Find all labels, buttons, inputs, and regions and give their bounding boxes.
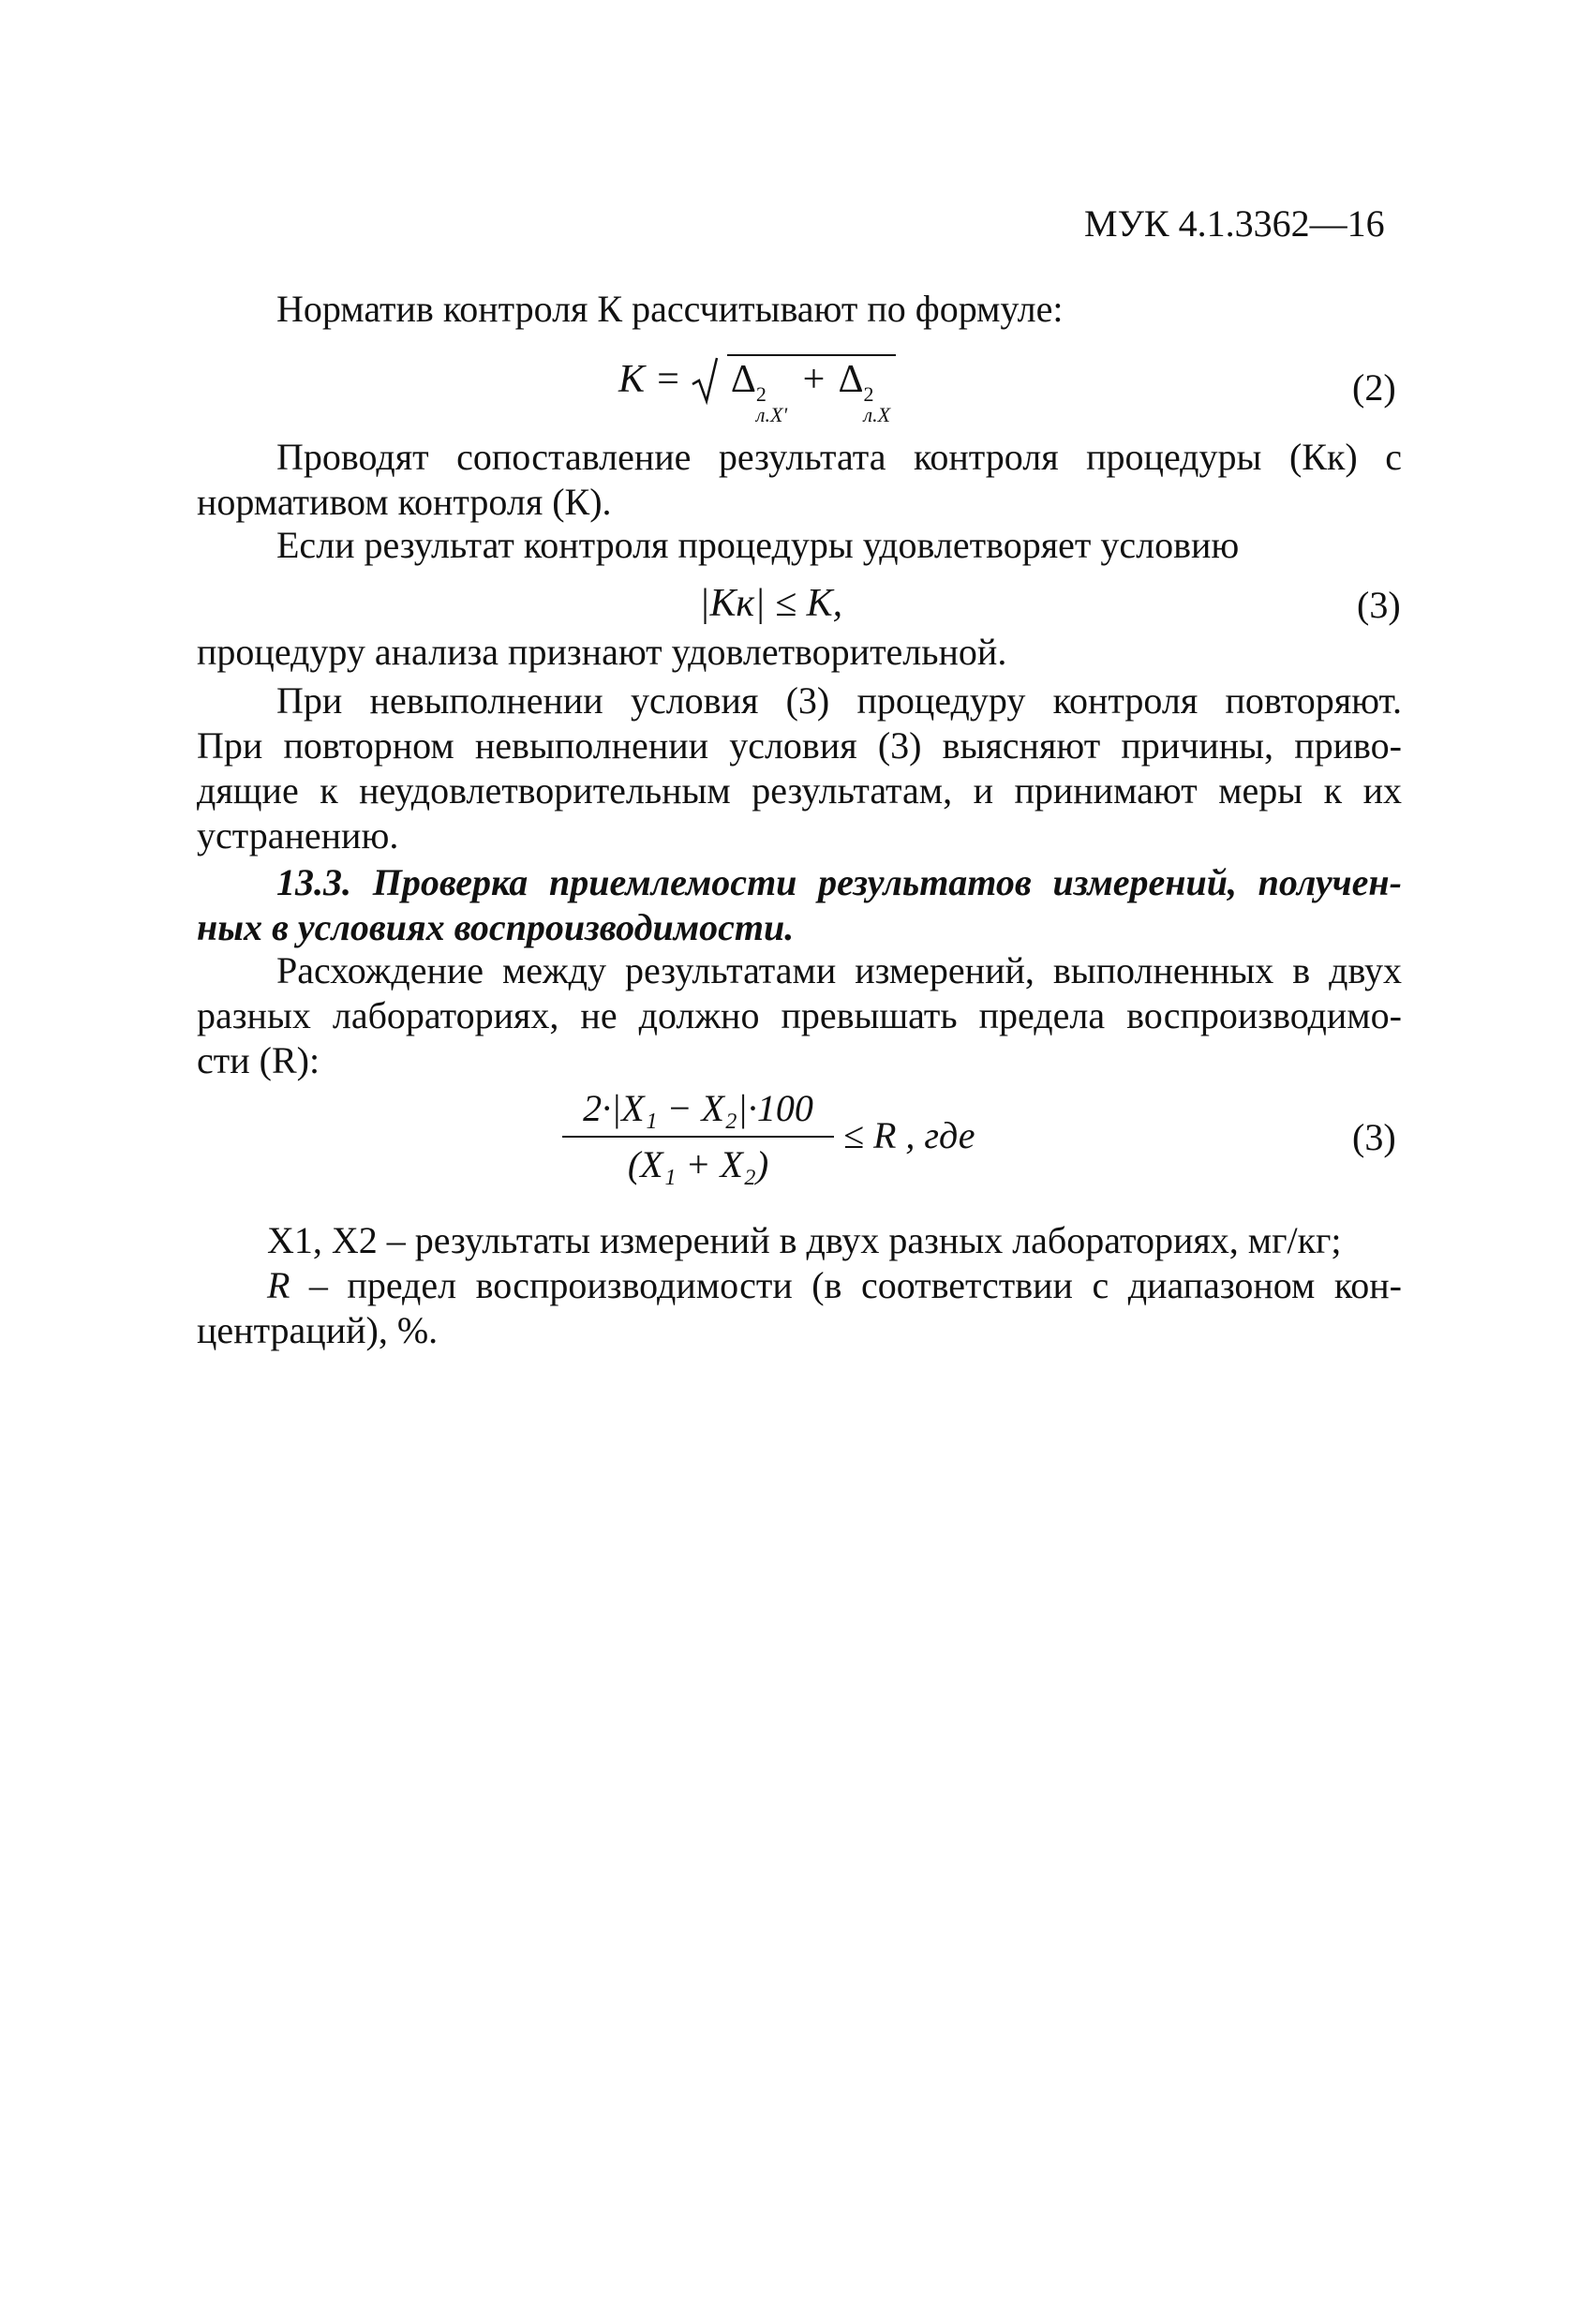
word: приемлемости xyxy=(548,861,797,903)
equation-3a-number: (3) xyxy=(1357,584,1401,626)
equation-2 xyxy=(618,356,896,425)
word: измерений, xyxy=(1052,861,1237,903)
word: результатам, xyxy=(752,769,953,812)
paragraph-condition: Если результат контроля процедуры удовлетворяет условию xyxy=(276,524,1240,566)
word: невыполнении xyxy=(369,679,603,722)
equation-3a: |Кк| ≤ К, xyxy=(699,582,843,625)
word: предела xyxy=(978,994,1106,1036)
word: с xyxy=(1385,436,1402,478)
word: результата xyxy=(718,436,886,478)
word: меры xyxy=(1218,769,1303,812)
word: выясняют xyxy=(942,724,1101,767)
word: повторяют. xyxy=(1225,679,1402,722)
word: условия xyxy=(630,679,759,722)
fraction-bar xyxy=(562,1136,834,1138)
word: разных xyxy=(197,994,311,1036)
word: между xyxy=(501,949,607,991)
paragraph-discrepancy-line1 xyxy=(276,948,1402,993)
word: не xyxy=(580,994,618,1036)
word: кон- xyxy=(1333,1264,1402,1306)
paragraph-compare-line1 xyxy=(276,435,1402,480)
word: результатами xyxy=(624,949,837,991)
section-heading-13-3-line2: ных в условиях воспроизводимости. xyxy=(197,906,795,948)
paragraph-discrepancy-line2 xyxy=(197,993,1402,1038)
eq2-sup1: 2 xyxy=(755,382,767,406)
word: невыполнении xyxy=(474,724,709,767)
eq2-sup2: 2 xyxy=(863,382,874,406)
word: принимают xyxy=(1014,769,1198,812)
word: приво- xyxy=(1294,724,1402,767)
word: (3) xyxy=(877,724,922,767)
eq2-term2: Δ xyxy=(838,358,864,401)
word: лабораториях, xyxy=(332,994,559,1036)
equation-3b-number: (3) xyxy=(1352,1116,1396,1158)
word: соответствии xyxy=(860,1264,1073,1306)
word: повторном xyxy=(283,724,454,767)
word: к xyxy=(320,769,338,812)
definition-x1-x2: X1, X2 – результаты измерений в двух разных лабораториях, мг/кг; xyxy=(267,1219,1342,1261)
word: двух xyxy=(1329,949,1402,991)
word: диапазоном xyxy=(1127,1264,1316,1306)
word: выполненных xyxy=(1052,949,1274,991)
word: Проверка xyxy=(372,861,529,903)
word: При xyxy=(276,679,343,722)
word: (3) xyxy=(785,679,830,722)
word: R xyxy=(267,1264,290,1306)
word: предел xyxy=(347,1264,457,1306)
equation-2-number: (2) xyxy=(1352,366,1396,409)
word: 13.3. xyxy=(276,861,351,903)
word: причины, xyxy=(1121,724,1274,767)
word: сопоставление xyxy=(456,436,692,478)
doc-code-header: МУК 4.1.3362—16 xyxy=(1084,202,1385,245)
word: Расхождение xyxy=(276,949,484,991)
eq2-sub2: л.X xyxy=(863,403,891,426)
word: (Кк) xyxy=(1288,436,1358,478)
word: контроля xyxy=(1052,679,1198,722)
word: и xyxy=(973,769,993,812)
paragraph-norm-formula: Норматив контроля К рассчитывают по формуле: xyxy=(276,288,1064,330)
word: в xyxy=(1292,949,1311,991)
word: их xyxy=(1362,769,1402,812)
eq3b-denominator: (X₁ + X₂) xyxy=(627,1143,769,1185)
eq3b-rhs: ≤ R , где xyxy=(843,1114,975,1156)
paragraph-repeat-line2 xyxy=(197,723,1402,768)
word: процедуры xyxy=(1086,436,1262,478)
equation-3b xyxy=(562,1087,1031,1199)
sqrt-symbol xyxy=(691,358,729,401)
word: – xyxy=(308,1264,328,1306)
word: воспроизводимости xyxy=(475,1264,793,1306)
paragraph-satisfactory: процедуру анализа признают удовлетворительной. xyxy=(197,631,1007,673)
section-heading-13-3-line1 xyxy=(276,860,1402,905)
eq2-term1: Δ xyxy=(730,358,756,401)
eq3b-numerator: 2·|X₁ − X₂|·100 xyxy=(583,1087,813,1129)
definition-r-line2: центраций), %. xyxy=(197,1309,439,1351)
word: При xyxy=(197,724,263,767)
eq2-sub1: л.X' xyxy=(755,403,788,426)
word: должно xyxy=(638,994,760,1036)
word: Проводят xyxy=(276,436,429,478)
word: воспроизводимо- xyxy=(1126,994,1402,1036)
word: к xyxy=(1323,769,1343,812)
word: дящие xyxy=(197,769,299,812)
paragraph-repeat-line1 xyxy=(276,678,1402,723)
word: (в xyxy=(811,1264,842,1306)
paragraph-discrepancy-line3: сти (R): xyxy=(197,1039,320,1081)
word: получен- xyxy=(1258,861,1402,903)
paragraph-compare-line2: нормативом контроля (К). xyxy=(197,481,612,523)
word: результатов xyxy=(818,861,1032,903)
definition-r-line1 xyxy=(267,1263,1402,1308)
word: с xyxy=(1092,1264,1109,1306)
word: неудовлетворительным xyxy=(359,769,731,812)
word: контроля xyxy=(914,436,1059,478)
paragraph-repeat-line4: устранению. xyxy=(197,814,399,857)
word: процедуру xyxy=(856,679,1026,722)
eq2-lhs: K = xyxy=(618,358,681,401)
word: превышать xyxy=(781,994,958,1036)
eq2-plus: + xyxy=(802,358,826,401)
word: условия xyxy=(729,724,857,767)
word: измерений, xyxy=(855,949,1035,991)
eq2-radicand xyxy=(727,354,896,426)
paragraph-repeat-line3 xyxy=(197,768,1402,813)
